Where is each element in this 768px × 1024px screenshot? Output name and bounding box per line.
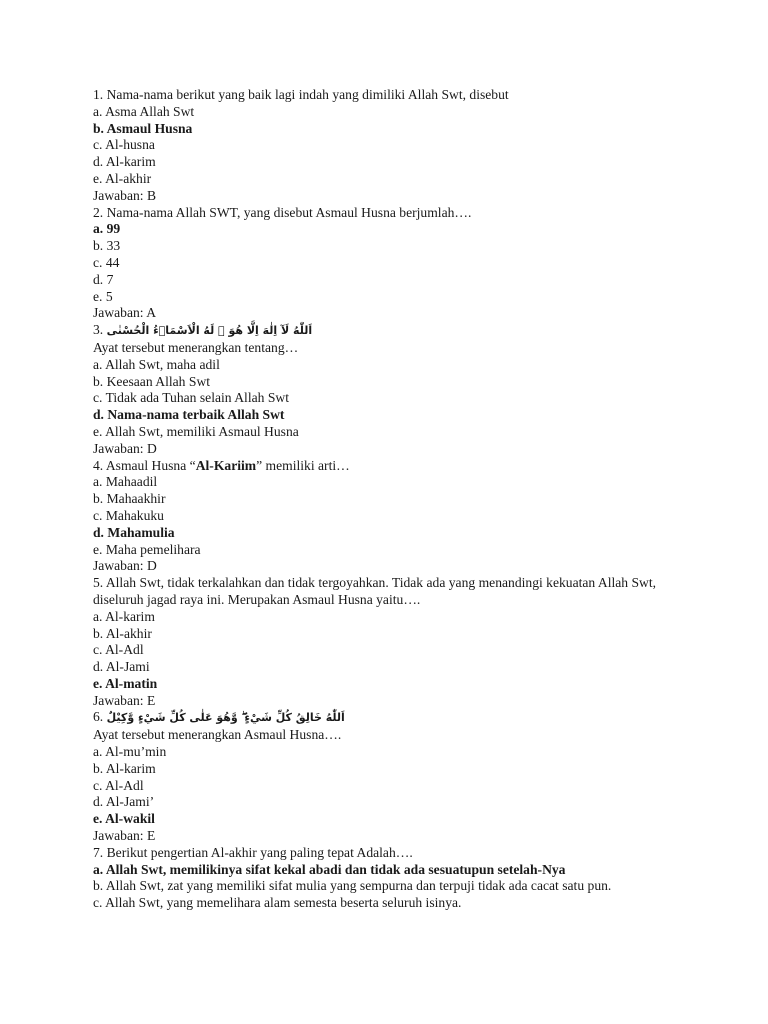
q4-answer: Jawaban: D bbox=[93, 558, 157, 574]
q1-answer: Jawaban: B bbox=[93, 187, 157, 203]
q6-option-a: a. Al-mu’min bbox=[93, 744, 167, 760]
q6-question: Ayat tersebut menerangkan Asmaul Husna…. bbox=[93, 727, 342, 743]
q1-option-c: c. Al-husna bbox=[93, 137, 155, 153]
q5-option-a: a. Al-karim bbox=[93, 608, 155, 624]
q6-number: 6. bbox=[93, 709, 104, 725]
q4-question-term: Al-Kariim bbox=[195, 457, 257, 473]
q3-option-b: b. Keesaan Allah Swt bbox=[93, 373, 211, 389]
q5-option-c: c. Al-Adl bbox=[93, 642, 144, 658]
q1-option-e: e. Al-akhir bbox=[93, 170, 152, 186]
q1-option-b-correct: b. Asmaul Husna bbox=[93, 120, 193, 136]
q3-header bbox=[93, 322, 693, 340]
q3-number: 3. bbox=[93, 322, 104, 338]
q4-option-b: b. Mahaakhir bbox=[93, 491, 166, 507]
q2-option-b: b. 33 bbox=[93, 238, 121, 254]
q3-option-e: e. Allah Swt, memiliki Asmaul Husna bbox=[93, 423, 299, 439]
q3-answer: Jawaban: D bbox=[93, 440, 157, 456]
q4-question-pre: 4. Asmaul Husna “ bbox=[93, 457, 196, 473]
q4-option-e: e. Maha pemelihara bbox=[93, 541, 201, 557]
q1-question: 1. Nama-nama berikut yang baik lagi indah yang dimiliki Allah Swt, disebut bbox=[93, 87, 509, 102]
q2-option-d: d. 7 bbox=[93, 271, 114, 287]
q6-answer: Jawaban: E bbox=[93, 828, 156, 844]
q6-header bbox=[93, 709, 693, 727]
q6-option-e-correct: e. Al-wakil bbox=[93, 811, 155, 827]
q3-option-c: c. Tidak ada Tuhan selain Allah Swt bbox=[93, 390, 289, 406]
q7-option-b: b. Allah Swt, zat yang memiliki sifat mulia yang sempurna dan terpuji tidak ada cacat satu pun. bbox=[93, 878, 612, 894]
q1-option-a: a. Asma Allah Swt bbox=[93, 103, 195, 119]
q7-option-a-correct: a. Allah Swt, memilikinya sifat kekal abadi dan tidak ada sesuatupun setelah-Nya bbox=[93, 861, 566, 877]
q5-answer: Jawaban: E bbox=[93, 692, 156, 708]
q4-option-c: c. Mahakuku bbox=[93, 507, 164, 523]
q5-option-b: b. Al-akhir bbox=[93, 625, 152, 641]
q6-arabic-verse: اَللّٰهُ خَالِقُ كُلِّ شَيْءٍ ۖ وَّهُوَ عَلٰى كُلِّ شَيْءٍ وَّكِيْلٌ bbox=[106, 711, 345, 725]
q4-question-post: ” memiliki arti… bbox=[256, 457, 350, 473]
q2-option-a-correct: a. 99 bbox=[93, 221, 121, 237]
q3-option-d-correct: d. Nama-nama terbaik Allah Swt bbox=[93, 407, 285, 423]
q1-option-d: d. Al-karim bbox=[93, 154, 156, 170]
q6-option-b: b. Al-karim bbox=[93, 760, 156, 776]
document-page bbox=[93, 87, 693, 912]
q6-option-c: c. Al-Adl bbox=[93, 777, 144, 793]
q6-option-d: d. Al-Jami’ bbox=[93, 794, 155, 810]
q4-option-a: a. Mahaadil bbox=[93, 474, 158, 490]
q2-answer: Jawaban: A bbox=[93, 305, 157, 321]
q2-question: 2. Nama-nama Allah SWT, yang disebut Asmaul Husna berjumlah…. bbox=[93, 204, 472, 220]
q2-option-c: c. 44 bbox=[93, 254, 120, 270]
q5-option-d: d. Al-Jami bbox=[93, 659, 150, 675]
q5-option-e-correct: e. Al-matin bbox=[93, 675, 158, 691]
q4-option-d-correct: d. Mahamulia bbox=[93, 524, 175, 540]
q7-option-c: c. Allah Swt, yang memelihara alam semesta beserta seluruh isinya. bbox=[93, 895, 462, 911]
q4-question bbox=[93, 458, 693, 475]
q3-question: Ayat tersebut menerangkan tentang… bbox=[93, 339, 299, 355]
q7-question: 7. Berikut pengertian Al-akhir yang paling tepat Adalah…. bbox=[93, 844, 413, 860]
q3-arabic-verse: اَللّٰهُ لَآ اِلٰهَ اِلَّا هُوَ ۗ لَهُ الْاَسْمَاۤءُ الْحُسْنٰى bbox=[106, 324, 313, 338]
q2-option-e: e. 5 bbox=[93, 288, 113, 304]
q5-question: 5. Allah Swt, tidak terkalahkan dan tidak tergoyahkan. Tidak ada yang menandingi kekuatan Allah Swt, diseluruh jagad raya ini. Merupakan Asmaul Husna yaitu…. bbox=[93, 575, 657, 607]
q3-option-a: a. Allah Swt, maha adil bbox=[93, 356, 220, 372]
